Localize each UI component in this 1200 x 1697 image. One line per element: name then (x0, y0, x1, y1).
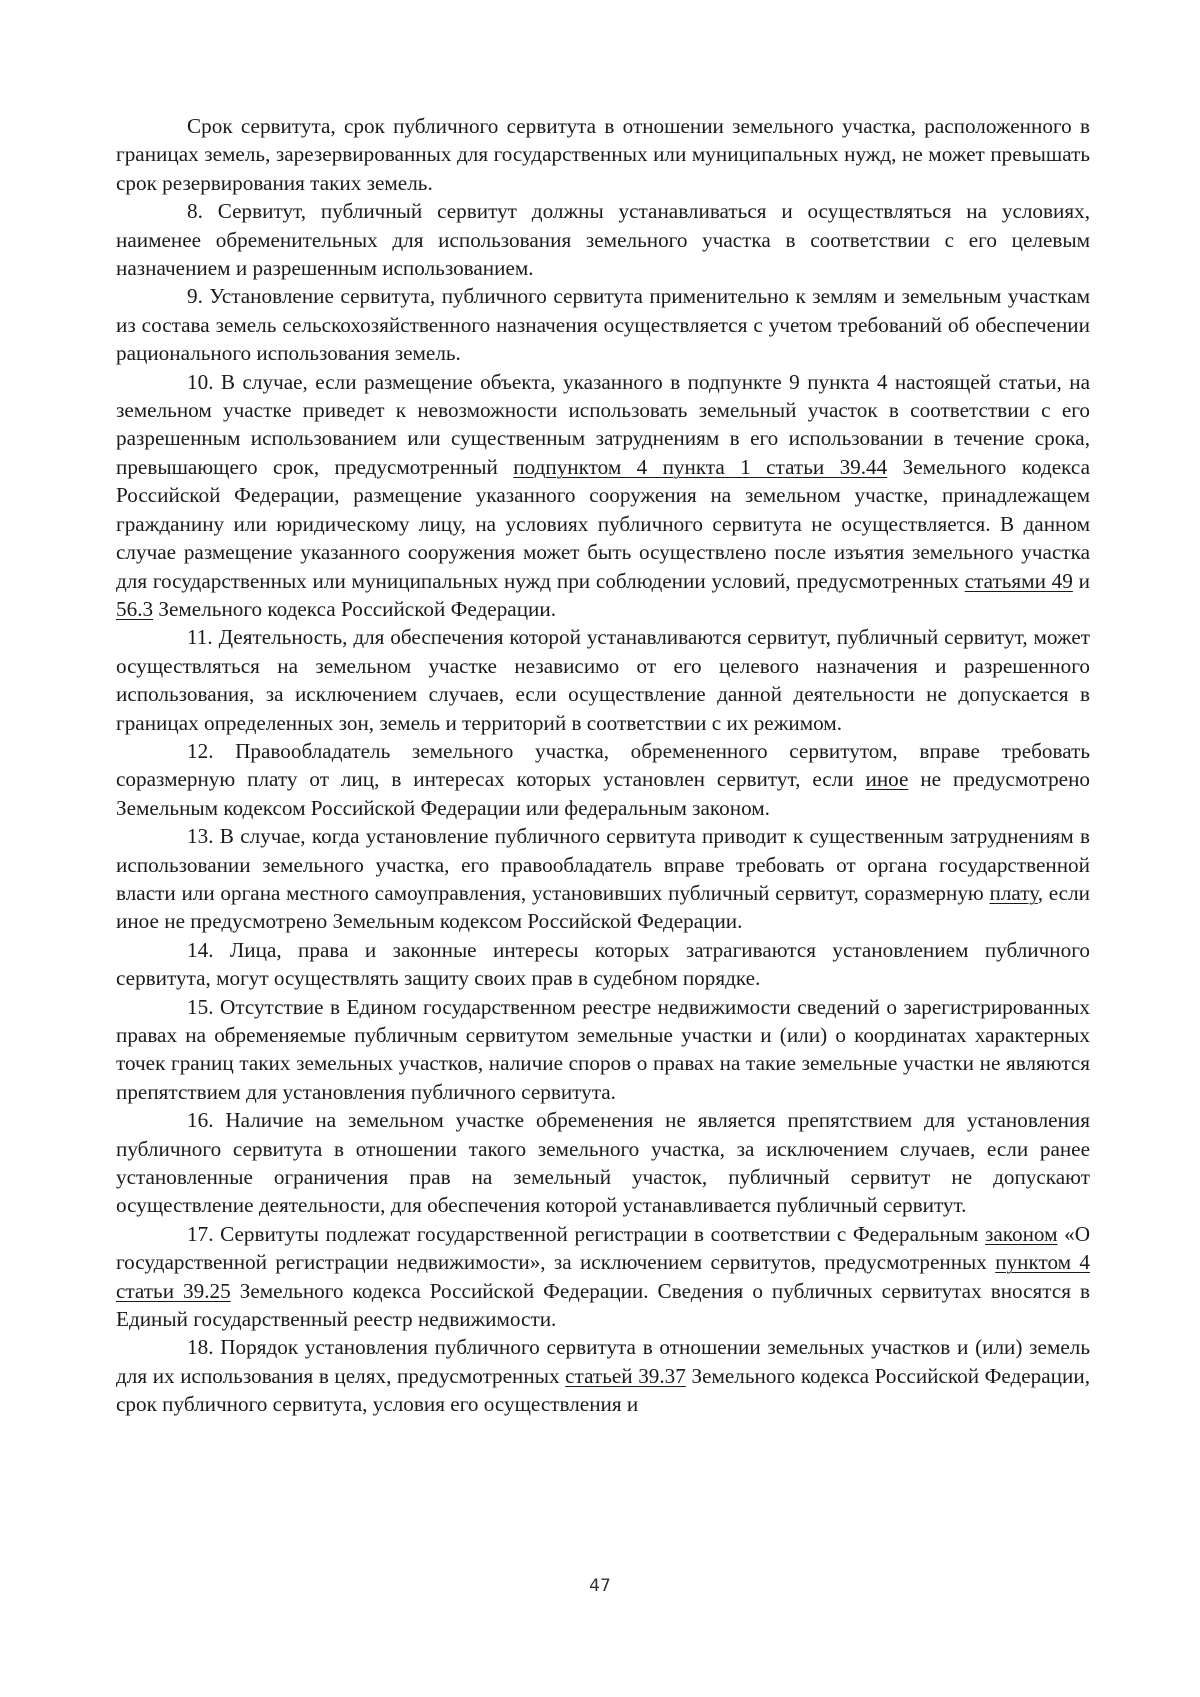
reference-link[interactable]: законом (984, 1221, 1058, 1246)
document-body (116, 112, 1090, 1419)
paragraph (116, 623, 1090, 737)
paragraph-text: и (1072, 568, 1090, 593)
paragraph-text: 10. В случае, если размещение объекта, указанного в подпункте 9 пункта 4 настоящей статьи, на земельном участке приведет к невозможности использовать земельный участок в соответствии с его разрешенным использованием или существенным затруднениям в его использовании в течение срока, превышающего срок, предусмотренный (116, 369, 1090, 479)
paragraph-text: 8. Сервитут, публичный сервитут должны устанавливаться и осуществляться на условиях, наименее обременительных для использования земельного участка в соответствии с его целевым назначением и разрешенным использованием. (116, 199, 1090, 281)
paragraph-text: 11. Деятельность, для обеспечения которой устанавливаются сервитут, публичный сервитут, может осуществляться на земельном участке независимо от его целевого назначения и разрешенного использования, за исключением случаев, если осуществление данной деятельности не допускается в границах определенных зон, земель и территорий в соответствии с их режимом. (116, 625, 1090, 735)
paragraph (116, 936, 1090, 993)
reference-link[interactable]: 56.3 (116, 596, 154, 621)
paragraph-text: 16. Наличие на земельном участке обременения не является препятствием для установления публичного сервитута в отношении такого земельного участка, за исключением случаев, если ранее установленные ограничения прав на земельный участок, публичный сервитут не допускают осуществление деятельности, для обеспечения которой устанавливается публичный сервитут. (116, 1108, 1090, 1218)
reference-link[interactable]: плату (989, 880, 1038, 905)
paragraph (116, 1220, 1090, 1334)
reference-link[interactable]: статьей 39.37 (565, 1363, 686, 1388)
paragraph-text: «О государственной регистрации недвижимости», за исключением сервитутов, предусмотренных (116, 1221, 1091, 1275)
paragraph (116, 1333, 1090, 1418)
paragraph-text: Земельного кодекса Российской Федерации, срок публичного сервитута, условия его осуществления и (116, 1363, 1090, 1417)
paragraph-text: 15. Отсутствие в Едином государственном реестре недвижимости сведений о зарегистрированных правах на обременяемые публичным сервитутом земельные участки и (или) о координатах характерных точек границ таких земельных участков, наличие споров о правах на такие земельные участки не являются препятствием для установления публичного сервитута. (116, 994, 1090, 1104)
paragraph-text: 18. Порядок установления публичного сервитута в отношении земельных участков и (или) земель для их использования в целях, предусмотренных (116, 1335, 1090, 1388)
reference-link[interactable]: статьями 49 (964, 568, 1073, 593)
paragraph-text: Земельного кодекса Российской Федерации, размещение указанного сооружения на земельном участке, принадлежащем гражданину или юридическому лицу, на условиях публичного сервитута не осуществляется. В данном случае размещение указанного сооружения может быть осуществлено после изъятия земельного участка для государственных или муниципальных нужд при соблюдении условий, предусмотренных (116, 454, 1090, 593)
paragraph (116, 112, 1090, 197)
paragraph-text: , если иное не предусмотрено Земельным кодексом Российской Федерации. (116, 880, 1090, 934)
paragraph-text: Срок сервитута, срок публичного сервитута в отношении земельного участка, расположенного в границах земель, зарезервированных для государственных или муниципальных нужд, не может превышать срок резервирования таких земель. (116, 114, 1090, 195)
paragraph-text: не предусмотрено Земельным кодексом Российской Федерации или федеральным законом. (116, 767, 1090, 820)
paragraph-text: 13. В случае, когда установление публичного сервитута приводит к существенным затруднениям в использовании земельного участка, его правообладатель вправе требовать от органа государственной власти или органа местного самоуправления, установивших публичный сервитут, соразмерную (116, 824, 1090, 905)
paragraph-text: Земельного кодекса Российской Федерации. (153, 596, 557, 621)
paragraph (116, 993, 1090, 1107)
paragraph-text: 14. Лица, права и законные интересы которых затрагиваются установлением публичного сервитута, могут осуществлять защиту своих прав в судебном порядке. (116, 937, 1090, 991)
paragraph-text: 12. Правообладатель земельного участка, обремененного сервитутом, вправе требовать соразмерную плату от лиц, в интересах которых установлен сервитут, если (116, 738, 1090, 792)
reference-link[interactable]: подпунктом 4 пункта 1 статьи 39.44 (513, 454, 888, 479)
page-number: 47 (589, 1576, 611, 1596)
paragraph-text: Земельного кодекса Российской Федерации. Сведения о публичных сервитутах вносятся в Единый государственный реестр недвижимости. (116, 1278, 1090, 1332)
paragraph (116, 1106, 1090, 1220)
paragraph (116, 197, 1090, 282)
reference-link[interactable]: пунктом 4 статьи 39.25 (116, 1250, 1090, 1303)
paragraph-text: 17. Сервитуты подлежат государственной регистрации в соответствии с Федеральным (187, 1221, 985, 1246)
paragraph (116, 282, 1090, 367)
paragraph-text: 9. Установление сервитута, публичного сервитута применительно к землям и земельным участкам из состава земель сельскохозяйственного назначения осуществляется с учетом требований об обеспечении рационального использования земель. (116, 284, 1090, 366)
reference-link[interactable]: иное (865, 767, 909, 792)
paragraph (116, 737, 1090, 822)
paragraph (116, 368, 1090, 624)
paragraph (116, 822, 1090, 936)
